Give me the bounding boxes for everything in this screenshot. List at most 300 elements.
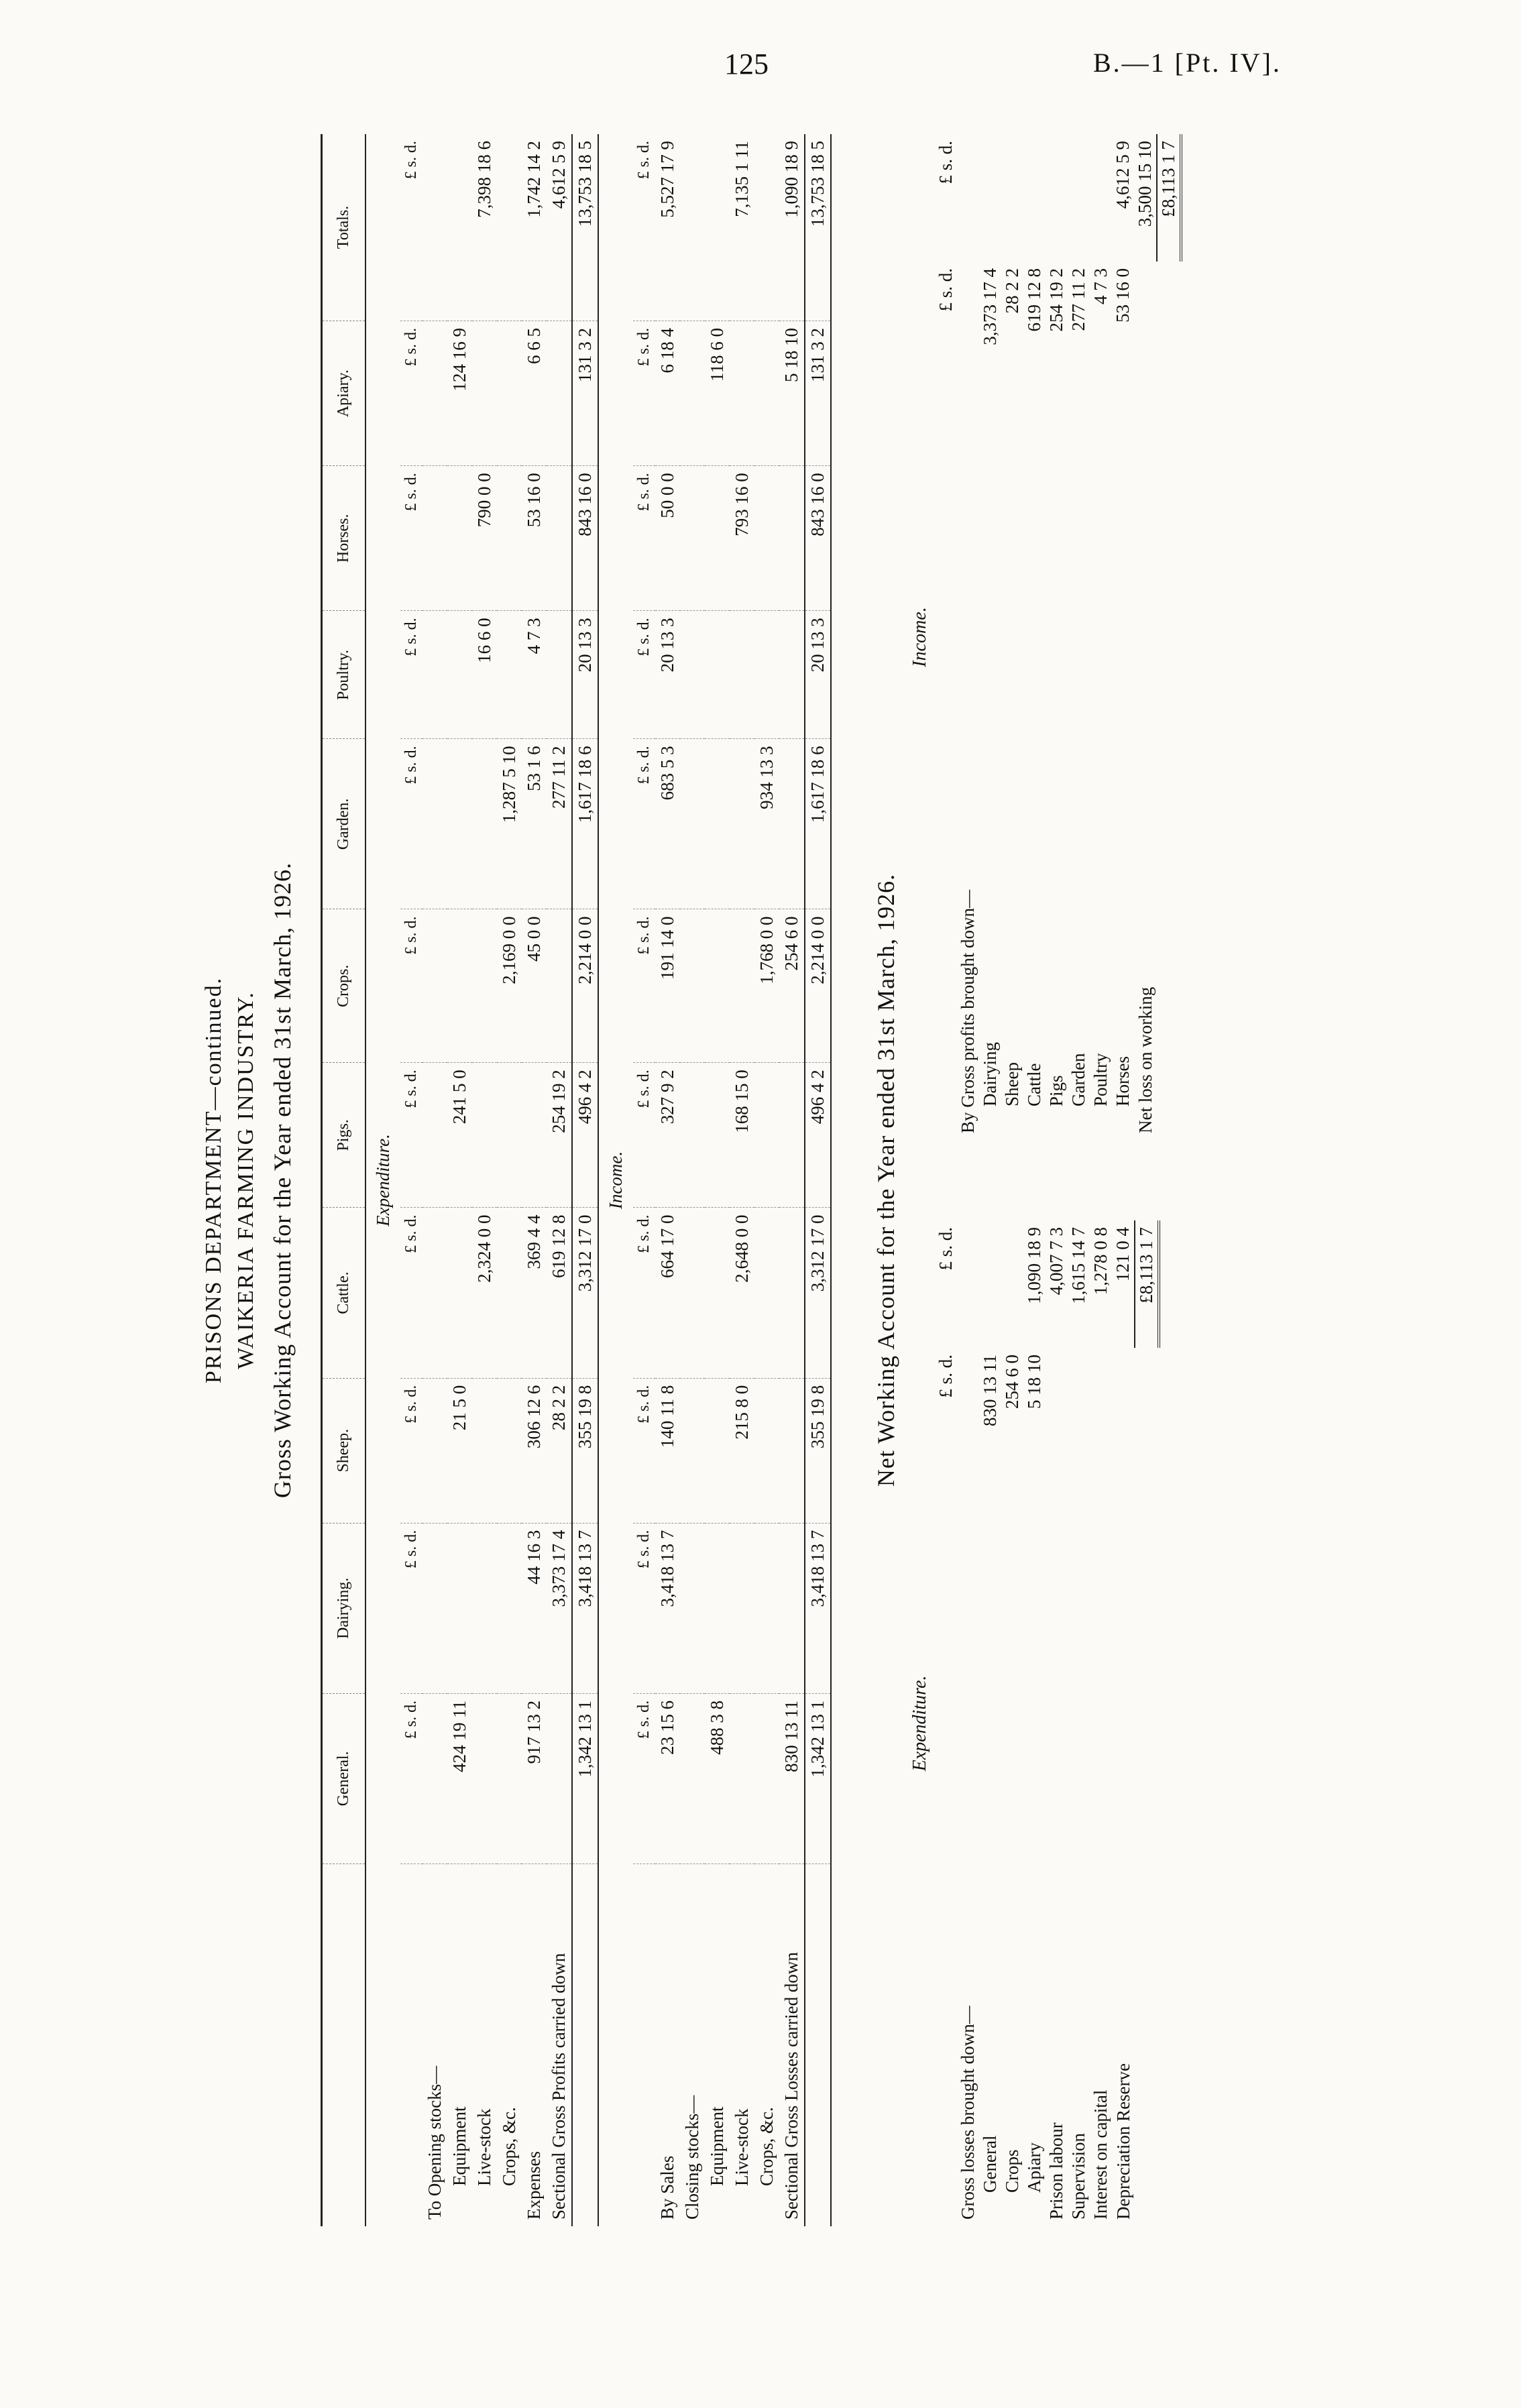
row-label: Equipment — [449, 2106, 469, 2186]
row-label: Sectional Gross Losses carried down — [781, 1952, 801, 2220]
table-cell: 28 2 2 — [547, 1378, 572, 1523]
net-row — [1068, 134, 1090, 1140]
unit-row — [400, 134, 422, 2226]
unit-cell: £ s. d. — [400, 321, 422, 466]
table-cell: 2,324 0 0 — [472, 1208, 497, 1378]
total-cell: 13,753 18 5 — [805, 134, 831, 321]
table-cell — [754, 321, 779, 466]
table-cell — [447, 611, 472, 739]
net-amount — [1134, 262, 1157, 389]
column-header: Dairying. — [322, 1523, 366, 1693]
table-cell: 1,742 14 2 — [522, 134, 547, 321]
column-header: Apiary. — [322, 321, 366, 466]
table-cell — [705, 739, 730, 909]
unit-label — [633, 1864, 655, 2227]
net-income-table — [935, 134, 1182, 1140]
table-cell: 793 16 0 — [730, 466, 754, 611]
table-cell: 23 15 6 — [655, 1693, 680, 1864]
net-row — [957, 1220, 979, 2226]
table-row — [680, 134, 705, 2226]
table-cell: 2,648 0 0 — [730, 1208, 754, 1378]
table-row — [730, 134, 754, 2226]
net-unit-b: £ s. d. — [936, 1227, 956, 1271]
table-cell: 20 13 3 — [655, 611, 680, 739]
table-cell — [522, 1063, 547, 1208]
table-cell: 45 0 0 — [522, 909, 547, 1063]
unit-cell: £ s. d. — [633, 909, 655, 1063]
unit-cell: £ s. d. — [400, 134, 422, 321]
net-expenditure-table — [935, 1220, 1160, 2226]
table-cell — [705, 1378, 730, 1523]
net-subtotal — [957, 1220, 979, 1348]
total-cell: 20 13 3 — [805, 611, 831, 739]
table-cell — [779, 1523, 805, 1693]
table-row — [779, 134, 805, 2226]
net-subtotal: 3,500 15 10 — [1135, 141, 1155, 227]
net-row — [1090, 134, 1112, 1140]
unit-cell: £ s. d. — [633, 1693, 655, 1864]
table-cell: 277 11 2 — [547, 739, 572, 909]
net-row — [1046, 134, 1068, 1140]
unit-cell: £ s. d. — [633, 321, 655, 466]
net-unit-label — [935, 1475, 957, 2226]
total-cell: 3,418 13 7 — [805, 1523, 831, 1693]
row-label: Expenses — [524, 2151, 544, 2220]
net-amount: 53 16 0 — [1113, 268, 1133, 323]
net-row-label: Cattle — [1024, 1063, 1044, 1106]
table-cell — [497, 1063, 522, 1208]
total-cell: 1,617 18 6 — [805, 739, 831, 909]
table-cell: 1,287 5 10 — [497, 739, 522, 909]
net-subtotal — [957, 134, 979, 262]
row-label: Equipment — [707, 2106, 727, 2186]
unit-cell: £ s. d. — [400, 1063, 422, 1208]
net-amount — [957, 1348, 979, 1475]
table-cell — [730, 739, 754, 909]
table-cell — [730, 1693, 754, 1864]
total-cell: 1,617 18 6 — [572, 739, 598, 909]
row-label: By Sales — [657, 2155, 677, 2220]
total-cell: 131 3 2 — [805, 321, 831, 466]
total-label — [572, 1864, 598, 2227]
table-cell — [730, 909, 754, 1063]
row-label: Closing stocks— — [682, 2095, 702, 2220]
net-unit-label — [935, 389, 957, 1140]
table-cell — [497, 466, 522, 611]
table-cell: 118 6 0 — [705, 321, 730, 466]
table-cell — [497, 611, 522, 739]
table-cell — [754, 1693, 779, 1864]
net-row-label: Crops — [1002, 2149, 1022, 2193]
table-cell — [754, 1208, 779, 1378]
unit-cell: £ s. d. — [633, 134, 655, 321]
net-total-spacer — [1135, 1348, 1159, 1475]
unit-cell: £ s. d. — [633, 1378, 655, 1523]
table-cell — [779, 611, 805, 739]
table-cell — [547, 611, 572, 739]
table-cell: 3,418 13 7 — [655, 1523, 680, 1693]
table-cell — [680, 1523, 705, 1693]
total-row — [805, 134, 831, 2226]
net-row-label: Gross losses brought down— — [958, 2006, 978, 2220]
table-cell: 21 5 0 — [447, 1378, 472, 1523]
net-amount: 3,373 17 4 — [980, 268, 1000, 345]
table-cell: 424 19 11 — [447, 1693, 472, 1864]
table-cell: 241 5 0 — [447, 1063, 472, 1208]
table-cell: 327 9 2 — [655, 1063, 680, 1208]
total-cell: 843 16 0 — [572, 466, 598, 611]
net-row — [1112, 1220, 1135, 2226]
net-income-column — [909, 134, 1182, 1140]
table-cell: 4,612 5 9 — [547, 134, 572, 321]
table-cell — [754, 611, 779, 739]
unit-cell: £ s. d. — [633, 739, 655, 909]
net-expenditure-column — [909, 1220, 1182, 2226]
table-cell: 369 4 4 — [522, 1208, 547, 1378]
net-amount — [1112, 1348, 1135, 1475]
net-row — [1090, 1220, 1112, 2226]
net-unit-row — [935, 134, 957, 1140]
total-cell: 13,753 18 5 — [572, 134, 598, 321]
column-header: Cattle. — [322, 1208, 366, 1378]
table-cell — [705, 1523, 730, 1693]
table-cell: 790 0 0 — [472, 466, 497, 611]
net-row — [979, 134, 1001, 1140]
row-label: Live-stock — [732, 2108, 752, 2186]
table-cell: 619 12 8 — [547, 1208, 572, 1378]
department-title: PRISONS DEPARTMENT—continued. — [201, 976, 226, 1384]
net-row-label: Pigs — [1046, 1075, 1066, 1106]
column-header: Totals. — [322, 134, 366, 321]
net-amount: 254 19 2 — [1046, 268, 1066, 332]
net-row-label: Sheep — [1002, 1062, 1022, 1106]
table-cell: 215 8 0 — [730, 1378, 754, 1523]
net-income-heading: Income. — [909, 607, 930, 667]
gross-table-body — [365, 134, 831, 2226]
unit-cell: £ s. d. — [400, 611, 422, 739]
net-subtotal — [1090, 134, 1112, 262]
net-unit-row — [935, 1220, 957, 2226]
table-cell — [779, 1208, 805, 1378]
table-cell — [754, 1378, 779, 1523]
column-header: Horses. — [322, 466, 366, 611]
table-cell — [422, 321, 447, 466]
unit-label — [400, 1864, 422, 2227]
unit-cell: £ s. d. — [633, 1208, 655, 1378]
net-working-account — [909, 134, 1182, 2226]
table-cell — [680, 466, 705, 611]
table-cell — [422, 134, 447, 321]
net-amount: 28 2 2 — [1002, 268, 1022, 314]
industry-title: WAIKERIA FARMING INDUSTRY. — [233, 991, 258, 1369]
gross-working-account-table — [321, 134, 832, 2226]
net-expenditure-heading: Expenditure. — [909, 1675, 930, 1772]
table-cell — [497, 1523, 522, 1693]
table-cell: 124 16 9 — [447, 321, 472, 466]
table-cell — [447, 466, 472, 611]
table-cell: 830 13 11 — [779, 1693, 805, 1864]
table-cell — [447, 134, 472, 321]
table-cell — [705, 134, 730, 321]
table-cell — [472, 739, 497, 909]
total-cell: 1,342 13 1 — [572, 1693, 598, 1864]
net-amount — [1090, 1348, 1112, 1475]
unit-cell: £ s. d. — [633, 466, 655, 611]
table-cell — [680, 1693, 705, 1864]
table-cell — [422, 739, 447, 909]
table-cell — [422, 1063, 447, 1208]
net-subtotal — [1023, 134, 1046, 262]
table-cell — [779, 1378, 805, 1523]
total-label — [805, 1864, 831, 2227]
table-cell: 3,373 17 4 — [547, 1523, 572, 1693]
net-amount — [1046, 1348, 1068, 1475]
table-row — [422, 134, 447, 2226]
table-cell: 5 18 10 — [779, 321, 805, 466]
total-cell: 131 3 2 — [572, 321, 598, 466]
table-row — [497, 134, 522, 2226]
net-amount — [1068, 1348, 1090, 1475]
table-cell: 1,090 18 9 — [779, 134, 805, 321]
net-row-label: Horses — [1113, 1056, 1133, 1106]
net-account-title: Net Working Account for the Year ended 31st March, 1926. — [872, 873, 899, 1487]
table-cell — [730, 611, 754, 739]
net-subtotal: 4,007 7 3 — [1046, 1227, 1066, 1296]
table-cell — [680, 1378, 705, 1523]
table-cell: 53 1 6 — [522, 739, 547, 909]
net-amount: 830 13 11 — [980, 1355, 1000, 1426]
net-row-label: Interest on capital — [1090, 2089, 1111, 2220]
total-cell: 496 4 2 — [805, 1063, 831, 1208]
net-row-label: By Gross profits brought down— — [958, 890, 978, 1133]
net-subtotal — [979, 134, 1001, 262]
table-cell: 1,768 0 0 — [754, 909, 779, 1063]
table-cell — [422, 1378, 447, 1523]
table-cell — [705, 1063, 730, 1208]
total-cell: 496 4 2 — [572, 1063, 598, 1208]
table-cell — [472, 1063, 497, 1208]
total-cell: 843 16 0 — [805, 466, 831, 611]
table-cell — [547, 909, 572, 1063]
net-subtotal — [1001, 134, 1023, 262]
table-cell — [680, 611, 705, 739]
table-cell — [779, 466, 805, 611]
net-row — [979, 1220, 1001, 2226]
table-cell — [705, 466, 730, 611]
table-cell: 306 12 6 — [522, 1378, 547, 1523]
table-cell — [422, 1693, 447, 1864]
table-cell — [680, 1208, 705, 1378]
table-cell: 44 16 3 — [522, 1523, 547, 1693]
unit-cell: £ s. d. — [400, 1378, 422, 1523]
table-cell: 488 3 8 — [705, 1693, 730, 1864]
total-cell: 2,214 0 0 — [572, 909, 598, 1063]
net-row-label: General — [980, 2135, 1000, 2193]
unit-cell: £ s. d. — [400, 739, 422, 909]
net-subtotal: 1,615 14 7 — [1068, 1227, 1088, 1304]
section-heading-row — [365, 134, 400, 2226]
net-row — [1023, 1220, 1046, 2226]
table-row — [705, 134, 730, 2226]
total-cell: 3,312 17 0 — [805, 1208, 831, 1378]
net-amount: 619 12 8 — [1024, 268, 1044, 332]
net-subtotal — [1046, 134, 1068, 262]
table-cell — [680, 134, 705, 321]
section-heading: Income. — [606, 1151, 626, 1210]
total-cell: 3,312 17 0 — [572, 1208, 598, 1378]
table-row — [472, 134, 497, 2226]
table-cell — [447, 1208, 472, 1378]
net-subtotal — [1068, 134, 1090, 262]
table-cell: 6 6 5 — [522, 321, 547, 466]
table-cell — [680, 739, 705, 909]
row-label: Live-stock — [474, 2108, 494, 2186]
table-row — [447, 134, 472, 2226]
unit-cell: £ s. d. — [633, 611, 655, 739]
table-row — [522, 134, 547, 2226]
net-row-label: Dairying — [980, 1042, 1000, 1106]
net-subtotal — [979, 1220, 1001, 1348]
net-total-spacer — [1157, 262, 1181, 389]
net-row-label: Net loss on working — [1135, 986, 1156, 1133]
table-cell: 254 6 0 — [779, 909, 805, 1063]
section-heading: Expenditure. — [373, 1134, 393, 1226]
table-cell — [422, 1208, 447, 1378]
table-cell — [754, 1063, 779, 1208]
table-cell — [705, 909, 730, 1063]
table-cell — [422, 466, 447, 611]
total-cell: 20 13 3 — [572, 611, 598, 739]
net-row-label: Poultry — [1090, 1053, 1111, 1106]
gross-account-title: Gross Working Account for the Year ended 31st March, 1926. — [269, 862, 296, 1499]
column-header: Garden. — [322, 739, 366, 909]
net-amount: 254 6 0 — [1002, 1355, 1022, 1409]
table-cell: 50 0 0 — [655, 466, 680, 611]
table-cell: 168 15 0 — [730, 1063, 754, 1208]
table-cell: 6 18 4 — [655, 321, 680, 466]
table-cell — [422, 611, 447, 739]
total-cell: 2,214 0 0 — [805, 909, 831, 1063]
row-label: Crops, &c. — [499, 2107, 519, 2186]
table-cell — [705, 1208, 730, 1378]
table-cell — [497, 1693, 522, 1864]
net-row — [957, 134, 979, 1140]
net-amount: 277 11 2 — [1068, 268, 1088, 331]
page-number: 125 — [724, 48, 769, 80]
table-cell — [779, 1063, 805, 1208]
net-subtotal: 121 0 4 — [1113, 1227, 1133, 1281]
table-cell — [472, 1378, 497, 1523]
gross-header-row — [322, 134, 366, 2226]
net-row — [1001, 1220, 1023, 2226]
net-row-label: Apiary — [1024, 2142, 1044, 2193]
net-unit-b: £ s. d. — [936, 141, 956, 184]
column-header: Pigs. — [322, 1063, 366, 1208]
net-row — [1068, 1220, 1090, 2226]
table-cell: 53 16 0 — [522, 466, 547, 611]
total-cell: 355 19 8 — [572, 1378, 598, 1523]
table-cell: 917 13 2 — [522, 1693, 547, 1864]
table-cell — [754, 466, 779, 611]
table-cell — [754, 1523, 779, 1693]
table-cell: 934 13 3 — [754, 739, 779, 909]
net-row-label: Supervision — [1068, 2132, 1088, 2220]
net-total: £8,113 1 7 — [1157, 134, 1181, 262]
table-cell: 7,135 1 11 — [730, 134, 754, 321]
table-cell — [422, 1523, 447, 1693]
table-cell — [547, 466, 572, 611]
unit-cell: £ s. d. — [633, 1523, 655, 1693]
column-header: Crops. — [322, 909, 366, 1063]
table-cell — [680, 909, 705, 1063]
table-row — [655, 134, 680, 2226]
net-row — [1023, 134, 1046, 1140]
unit-cell: £ s. d. — [400, 1693, 422, 1864]
net-total-row — [1135, 1220, 1159, 2226]
net-row — [1134, 134, 1157, 1140]
table-row — [754, 134, 779, 2226]
net-row — [1046, 1220, 1068, 2226]
net-total: £8,113 1 7 — [1135, 1220, 1159, 1348]
net-row-label: Depreciation Reserve — [1113, 2063, 1133, 2220]
section-heading-row — [598, 134, 633, 2226]
table-cell — [472, 321, 497, 466]
table-cell — [447, 1523, 472, 1693]
net-unit-a: £ s. d. — [936, 268, 956, 312]
net-total-label — [1135, 1475, 1159, 2226]
table-cell: 2,169 0 0 — [497, 909, 522, 1063]
table-cell — [680, 1063, 705, 1208]
table-cell — [730, 1523, 754, 1693]
table-cell: 4 7 3 — [522, 611, 547, 739]
table-cell: 191 14 0 — [655, 909, 680, 1063]
table-cell — [779, 739, 805, 909]
unit-cell: £ s. d. — [400, 466, 422, 611]
table-cell: 683 5 3 — [655, 739, 680, 909]
table-cell: 7,398 18 6 — [472, 134, 497, 321]
table-cell — [547, 1693, 572, 1864]
column-header: Poultry. — [322, 611, 366, 739]
row-label: Sectional Gross Profits carried down — [549, 1953, 569, 2220]
table-cell — [754, 134, 779, 321]
net-total-label — [1157, 389, 1181, 1140]
column-header: Sheep. — [322, 1378, 366, 1523]
table-cell — [472, 909, 497, 1063]
table-cell — [497, 1378, 522, 1523]
net-subtotal — [1001, 1220, 1023, 1348]
unit-cell: £ s. d. — [400, 1208, 422, 1378]
total-cell: 355 19 8 — [805, 1378, 831, 1523]
rotated-statement — [174, 134, 1328, 2226]
table-cell — [497, 321, 522, 466]
unit-cell: £ s. d. — [633, 1063, 655, 1208]
table-cell — [547, 321, 572, 466]
net-row-label: Prison labour — [1046, 2122, 1066, 2220]
net-amount: 5 18 10 — [1024, 1355, 1044, 1409]
unit-cell: £ s. d. — [400, 1523, 422, 1693]
column-header: General. — [322, 1693, 366, 1864]
table-cell — [447, 909, 472, 1063]
row-label: Crops, &c. — [756, 2107, 777, 2186]
unit-cell: £ s. d. — [400, 909, 422, 1063]
net-subtotal: 1,278 0 8 — [1090, 1227, 1111, 1296]
table-cell — [447, 739, 472, 909]
table-cell: 5,527 17 9 — [655, 134, 680, 321]
net-amount: 4 7 3 — [1090, 268, 1111, 304]
table-cell — [422, 909, 447, 1063]
total-cell: 3,418 13 7 — [572, 1523, 598, 1693]
table-cell: 140 11 8 — [655, 1378, 680, 1523]
